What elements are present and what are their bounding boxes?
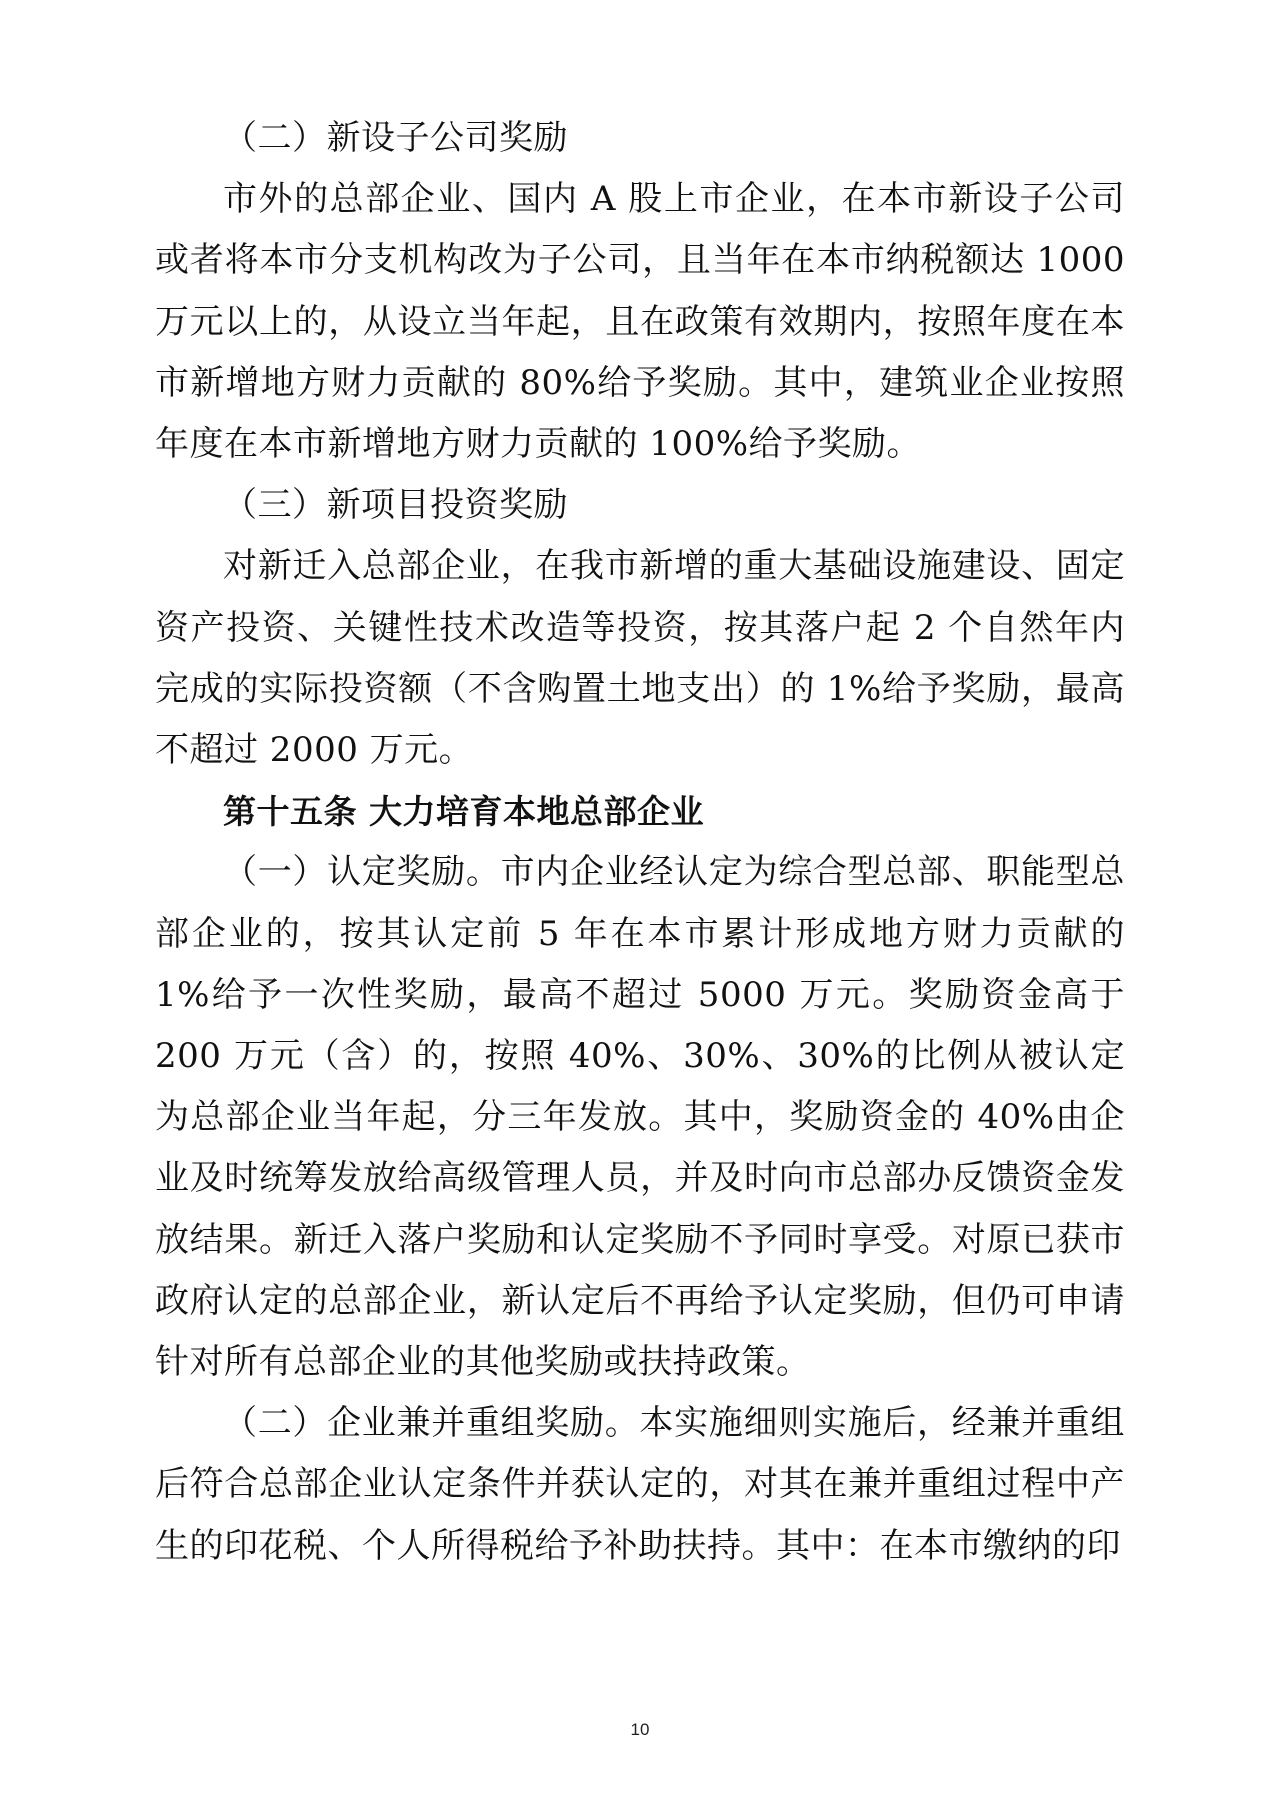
document-body: [155, 108, 1125, 1577]
paragraph-merger-reward: （二）企业兼并重组奖励。本实施细则实施后，经兼并重组后符合总部企业认定条件并获认定的，对其在兼并重组过程中产生的印花税、个人所得税给予补助扶持。其中：在本市缴纳的印: [155, 1403, 1125, 1566]
paragraph-new-subsidiary: 市外的总部企业、国内 A 股上市企业，在本市新设子公司或者将本市分支机构改为子公司，且当年在本市纳税额达 1000 万元以上的，从设立当年起，且在政策有效期内，按照年度在本市新增地方财力贡献的 80%给予奖励。其中，建筑业企业按照年度在本市新增地方财力贡献的 100%给予奖励。: [155, 179, 1125, 465]
section-heading-new-project: （三）新项目投资奖励: [223, 485, 568, 526]
paragraph-new-project: 对新迁入总部企业，在我市新增的重大基础设施建设、固定资产投资、关键性技术改造等投资，按其落户起 2 个自然年内完成的实际投资额（不含购置土地支出）的 1%给予奖励，最高不超过 2000 万元。: [155, 546, 1125, 771]
article-heading-15: 第十五条 大力培育本地总部企业: [223, 792, 704, 832]
page-number: 10: [630, 1720, 650, 1739]
paragraph-certification-reward: （一）认定奖励。市内企业经认定为综合型总部、职能型总部企业的，按其认定前 5 年在本市累计形成地方财力贡献的 1%给予一次性奖励，最高不超过 5000 万元。奖励资金高于 200 万元（含）的，按照 40%、30%、30%的比例从被认定为总部企业当年起，分三年发放。其中，奖励资金的 40%由企业及时统筹发放给高级管理人员，并及时向市总部办反馈资金发放结果。新迁入落户奖励和认定奖励不予同时享受。对原已获市政府认定的总部企业，新认定后不再给予认定奖励，但仍可申请针对所有总部企业的其他奖励或扶持政策。: [155, 852, 1125, 1383]
section-heading-new-subsidiary: （二）新设子公司奖励: [223, 118, 568, 158]
